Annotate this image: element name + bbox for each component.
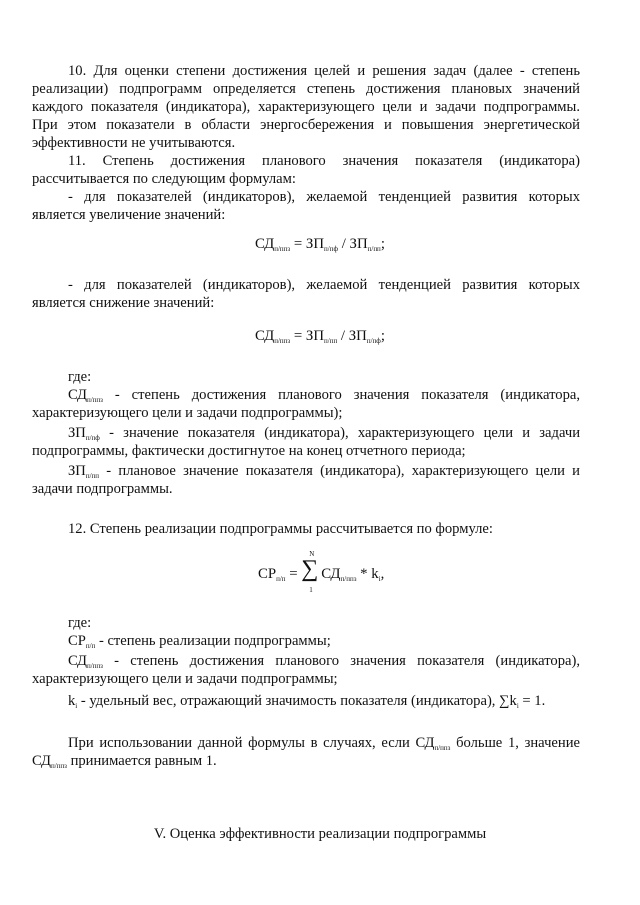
definition-sr: $СР_{п/п}$ - степень реализации подпрограммы; [68, 633, 331, 650]
sum-lower-limit: 1 [309, 586, 313, 594]
where-label-2: где: [68, 615, 92, 631]
definition-zp-plan: $ЗП_{п/пп}$ - плановое значение показателя (индикатора), характеризующего цели и задачи подпрограммы. [32, 463, 580, 497]
paragraph-11-decrease: - для показателей (индикаторов), желаемой тенденцией развития которых является снижение значений: [32, 277, 580, 311]
definition-sd-2: $СД_{п/ппз}$ - степень достижения планового значения показателя (индикатора), характеризующего цели и задачи подпрограммы; [32, 653, 580, 687]
formula-increase: $СД_{п/ппз} = ЗП_{п/пф} / ЗП_{п/пп}$; [255, 236, 385, 253]
formula-weights-sum: $\sum k_i = 1$. [499, 693, 546, 710]
paragraph-11: 11. Степень достижения планового значения показателя (индикатора) рассчитывается по следующим формулам: [32, 153, 580, 187]
where-label-1: где: [68, 369, 92, 385]
sum-upper-limit: N [309, 550, 315, 558]
sum-symbol: ∑ [301, 556, 319, 582]
formula-implementation: $СР_{п/п}$ = ∑ N 1 $СД_{п/ппз} * k_i$, [258, 550, 385, 594]
paragraph-12: 12. Степень реализации подпрограммы рассчитывается по формуле: [68, 521, 493, 537]
paragraph-usage-note: При использовании данной формулы в случаях, если $СД_{п/ппз}$ больше 1, значение $СД_{п/ппз}$ принимается равным 1. [32, 735, 580, 770]
definition-zp-fact: $ЗП_{п/пф}$ - значение показателя (индикатора), характеризующего цели и задачи подпрограммы, фактически достигнутое на конец отчетного периода; [32, 425, 580, 459]
formula-decrease: $СД_{п/ппз} = ЗП_{п/пп} / ЗП_{п/пф}$; [255, 328, 385, 345]
paragraph-11-increase: - для показателей (индикаторов), желаемой тенденцией развития которых является увеличение значений: [32, 189, 580, 223]
definition-k: $k_i$ - удельный вес, отражающий значимость показателя (индикатора), $\sum k_i = 1$. [68, 693, 546, 710]
section-title: V. Оценка эффективности реализации подпрограммы [153, 826, 487, 842]
definition-sd: $СД_{п/ппз}$ - степень достижения планового значения показателя (индикатора, характеризующего цели и задачи подпрограммы); [32, 387, 580, 421]
paragraph-10: 10. Для оценки степени достижения целей и решения задач (далее - степень реализации) подпрограмм определяется степень достижения плановых значений каждого показателя (индикатора), характеризующего цели и задачи подпрограммы. При этом показатели в области энергосбережения и повышения энергетической эффективности не учитываются. [32, 63, 580, 151]
